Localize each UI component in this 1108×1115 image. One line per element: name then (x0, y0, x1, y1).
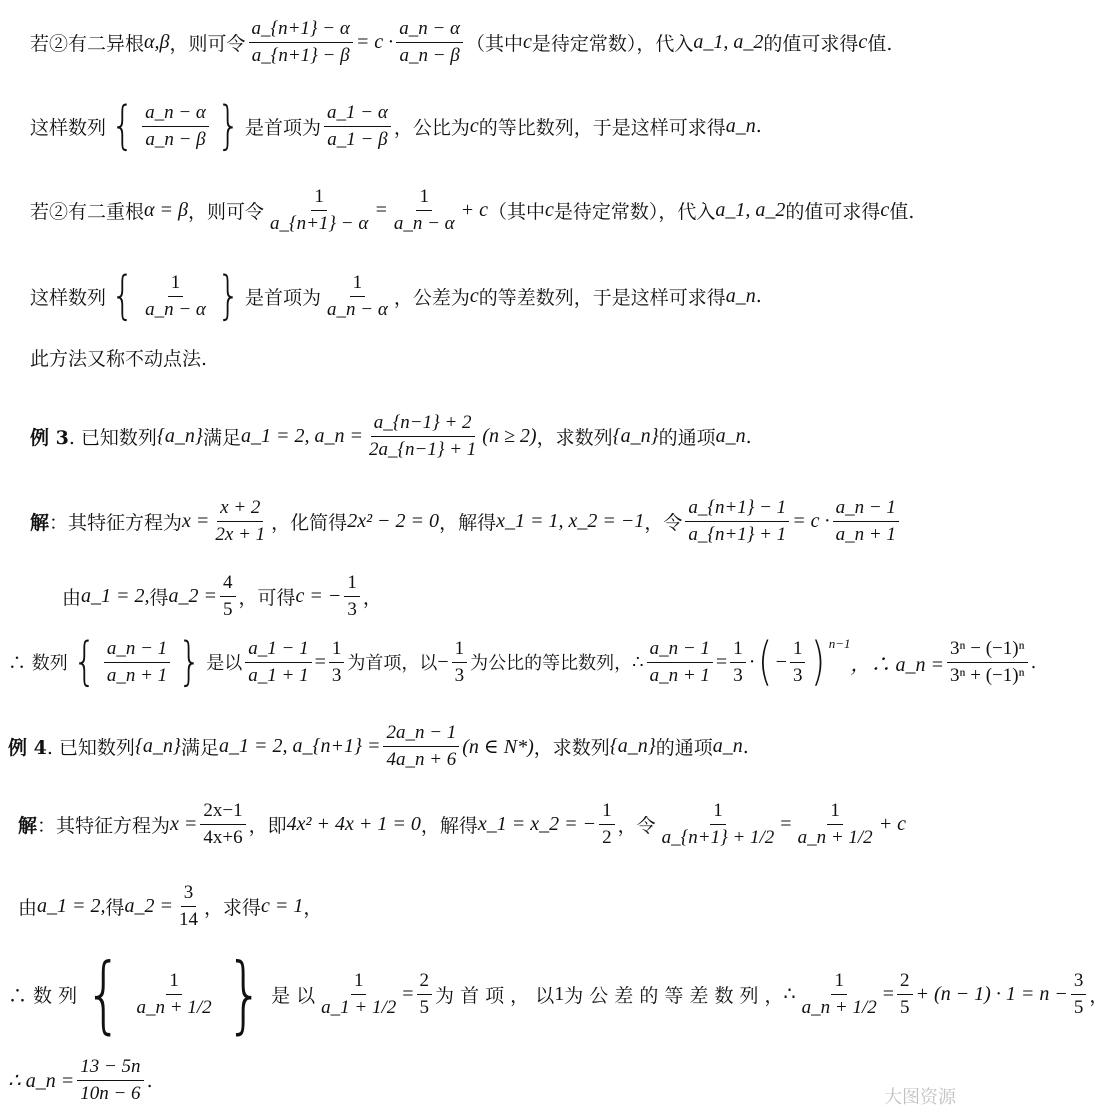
fraction: $\frac{x + 2}{2x + 1}$ (215, 497, 266, 545)
fraction: $\frac{1}{3}$ (790, 638, 806, 687)
fraction: $\frac{1}{a\_n + 1/2}$ (797, 800, 873, 848)
left-brace: { (110, 266, 135, 326)
fraction: $\frac{\text{3ⁿ − (−1)ⁿ}}{\text{3ⁿ + (−1)ⁿ}}$ (947, 638, 1028, 687)
solution-4-line-4: ∴ a_n = $\frac{13 - 5n}{10n - 6}$ . (8, 1056, 153, 1104)
fraction: $\frac{1}{a\_1 + 1/2}$ (321, 969, 397, 1018)
fraction: $\frac{1}{a\_n + 1/2}$ (136, 969, 212, 1018)
right-brace: } (225, 945, 264, 1043)
example-3-statement: 例 3 . 已知数列 {a_n} 满足 a_1 = 2, a_n = $\frac{a\_\{n-1\} + 2}{2a\_\{n-1\} + 1}$ (n ≥ 2) ，求数列 {a_n} 的通项 a_n . (30, 412, 752, 460)
fraction: $\frac{1}{3}$ (344, 572, 360, 621)
fraction: $\frac{1}{a\_\{n+1\} + 1/2}$ (661, 800, 775, 848)
left-brace: { (110, 96, 135, 156)
solution-4-line-1: 解 ：其特征方程为 x = $\frac{2x-1}{4x+6}$ ，即 4x² + 4x + 1 = 0 ，解得 x_1 = x_2 = − $\frac{1}{2}$ ，令 $\frac{1}{a\_\{n+1\} + 1/2}$ = $\frac{1}{a\_n + 1/2}$ + c (18, 800, 907, 848)
fraction: $\frac{4}{5}$ (220, 572, 236, 621)
fraction: $\frac{a\_n - 1}{a\_n + 1}$ (104, 638, 170, 687)
fraction: $\frac{a\_1 - 1}{a\_1 + 1}$ (245, 638, 311, 687)
fraction: $\frac{a\_\{n+1\} - 1}{a\_\{n+1\} + 1}$ (685, 497, 789, 546)
fraction: $\frac{2}{5}$ (897, 970, 913, 1019)
right-brace: } (178, 632, 202, 692)
fraction: $\frac{1}{a\_n - \alpha}$ (145, 271, 206, 320)
solution-4-line-2: 由 a_1 = 2, 得 a_2 = $\frac{3}{14}$ ，求得 c = 1 ， (18, 882, 323, 930)
left-brace: { (72, 632, 96, 692)
solution-3-line-1: 解 ：其特征方程为 x = $\frac{x + 2}{2x + 1}$ ，化简得 2x² − 2 = 0 ，解得 x_1 = 1, x_2 = −1 ，令 $\frac{a\_\{n+1\} - 1}{a\_\{n+1\} + 1}$ = c · $\frac{a\_n - 1}{a\_n + 1}$ (30, 497, 902, 546)
fraction: $\frac{a\_n - 1}{a\_n + 1}$ (833, 497, 899, 546)
fraction: $\frac{2a\_n - 1}{4a\_n + 6}$ (383, 722, 459, 771)
fraction: $\frac{13 - 5n}{10n - 6}$ (77, 1056, 143, 1105)
fraction: $\frac{1}{a\_n + 1/2}$ (801, 969, 877, 1018)
fraction: $\frac{a\_\{n+1\} - \alpha}{a\_\{n+1\} - \beta}$ (249, 18, 353, 67)
fraction: $\frac{a\_n - 1}{a\_n + 1}$ (647, 638, 713, 687)
line-geometric-sequence: 这样数列 { $\frac{a\_n - \alpha}{a\_n - \beta}$ } 是首项为 $\frac{a\_1 - \alpha}{a\_1 - \beta}$ ，公比为 c 的等比数列，于是这样可求得 a_n . (30, 96, 762, 156)
fraction: $\frac{a\_1 - \alpha}{a\_1 - \beta}$ (324, 102, 391, 151)
fraction: $\frac{2}{5}$ (417, 970, 433, 1019)
fraction: $\frac{a\_\{n-1\} + 2}{2a\_\{n-1\} + 1}$ (368, 412, 477, 460)
solution-3-line-3: ∴ 数列 { $\frac{a\_n - 1}{a\_n + 1}$ } 是以 $\frac{a\_1 - 1}{a\_1 + 1}$ = $\frac{1}{3}$ 为首项，以 − $\frac{1}{3}$ 为公比的等比数列， ∴ $\frac{a\_n - 1}{a\_n + 1}$ = $\frac{1}{3}$ · ( − $\frac{1}{3}$ ) $^{n-1}$ ，∴ a_n = $\frac{\text{3ⁿ − (−1)ⁿ}}{\text{3ⁿ + (−1)ⁿ}}$ . (8, 632, 1037, 692)
line-two-distinct-roots: 若②有二异根 α,β ，则可令 $\frac{a\_\{n+1\} - \alpha}{a\_\{n+1\} - \beta}$ = c · $\frac{a\_n - \alpha}{a\_n - \beta}$ （其中 c 是待定常数），代入 a_1, a_2 的值可求得 c 值. (30, 18, 893, 66)
line-double-root: 若②有二重根 α = β ，则可令 $\frac{1}{a\_\{n+1\} - \alpha}$ = $\frac{1}{a\_n - \alpha}$ + c （其中 c 是待定常数），代入 a_1, a_2 的值可求得 c 值. (30, 186, 915, 234)
fraction: $\frac{1}{2}$ (599, 800, 615, 849)
solution-3-line-2: 由 a_1 = 2, 得 a_2 = $\frac{4}{5}$ ，可得 c = − $\frac{1}{3}$ ， (62, 572, 382, 620)
fraction: $\frac{a\_n - \alpha}{a\_n - \beta}$ (142, 102, 209, 151)
fraction: $\frac{2x-1}{4x+6}$ (200, 800, 245, 849)
fraction: $\frac{1}{3}$ (329, 638, 345, 687)
line-arithmetic-sequence: 这样数列 { $\frac{1}{a\_n - \alpha}$ } 是首项为 $\frac{1}{a\_n - \alpha}$ ，公差为 c 的等差数列，于是这样可求得 a_n . (30, 266, 762, 326)
right-brace: } (216, 266, 241, 326)
fraction: $\frac{1}{3}$ (730, 638, 746, 687)
fraction: $\frac{3}{14}$ (179, 882, 199, 930)
fraction: $\frac{1}{a\_n - \alpha}$ (327, 271, 388, 320)
fraction: $\frac{1}{a\_n - \alpha}$ (393, 186, 455, 234)
left-brace: { (85, 945, 123, 1043)
solution-4-line-3: ∴ 数 列 { $\frac{1}{a\_n + 1/2}$ } 是 以 $\frac{1}{a\_1 + 1/2}$ = $\frac{2}{5}$ 为 首 项 ， 以 1 为 公 差 的 等 差 数 列 ， ∴ $\frac{1}{a\_n + 1/2}$ = $\frac{2}{5}$ + (n − 1) · 1 = n − $\frac{3}{5}$ ， (8, 945, 1108, 1043)
example-4-statement: 例 4 . 已知数列 {a_n} 满足 a_1 = 2, a_{n+1} = $\frac{2a\_n - 1}{4a\_n + 6}$ (n ∈ N*) ，求数列 {a_n} 的通项 a_n . (8, 722, 749, 770)
left-paren: ( (758, 632, 773, 692)
fraction: $\frac{1}{a\_\{n+1\} - \alpha}$ (270, 186, 369, 234)
line-fixed-point-method: 此方法又称不动点法. (30, 348, 208, 370)
fraction: $\frac{a\_n - \alpha}{a\_n - \beta}$ (396, 18, 463, 67)
right-brace: } (216, 96, 241, 156)
watermark: 大图资源 (884, 1087, 956, 1108)
fraction: $\frac{3}{5}$ (1071, 970, 1087, 1019)
right-paren: ) (811, 632, 826, 692)
fraction: $\frac{1}{3}$ (452, 638, 468, 687)
